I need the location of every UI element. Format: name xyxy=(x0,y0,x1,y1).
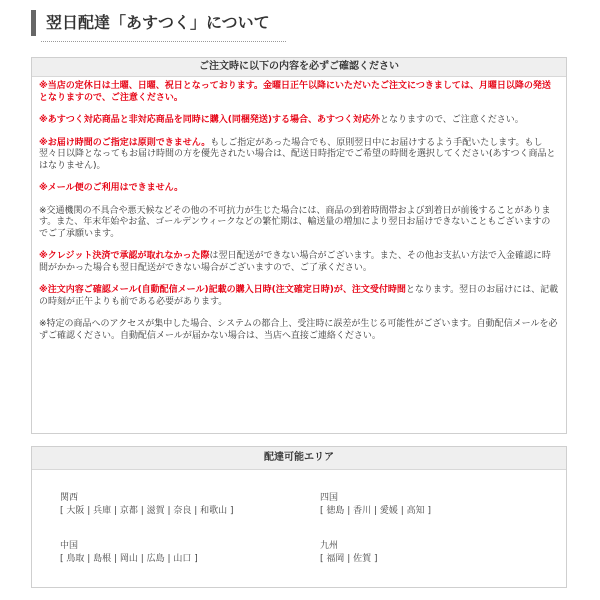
page-title: 翌日配達「あすつく」について xyxy=(31,10,291,36)
region-kansai xyxy=(60,492,234,518)
notice-box xyxy=(31,57,567,434)
region-name: 四国 xyxy=(320,493,339,503)
notice-delivery-time xyxy=(39,138,559,173)
notice-header: ご注文時に以下の内容を必ずご確認ください xyxy=(32,58,566,77)
region-chugoku xyxy=(60,540,198,566)
notice-mail-delivery: ※メール便のご利用はできません。 xyxy=(39,183,184,193)
notice-holiday: ※当店の定休日は土曜、日曜、祝日となっております。金曜日正午以降にいただいたご注文につきましては、月曜日以降の発送となりますので、ご注意ください。 xyxy=(39,81,551,103)
delivery-area-box xyxy=(31,446,567,588)
region-prefectures: [ 鳥取 | 島根 | 岡山 | 広島 | 山口 ] xyxy=(60,554,198,564)
notice-credit-card-strong: ※クレジット決済で承認が取れなかった際 xyxy=(39,251,210,261)
region-prefectures: [ 徳島 | 香川 | 愛媛 | 高知 ] xyxy=(320,506,432,516)
region-prefectures: [ 大阪 | 兵庫 | 京都 | 滋賀 | 奈良 | 和歌山 ] xyxy=(60,506,234,516)
notice-order-time xyxy=(39,285,559,308)
notice-order-time-strong: ※注文内容ご確認メール(自動配信メール)記載の購入日時(注文確定日時)が、注文受付時間 xyxy=(39,285,406,295)
notice-mixed-order-text: となりますので、ご注意ください。 xyxy=(379,115,524,125)
page-header xyxy=(31,10,291,42)
notice-delivery-time-strong: ※お届け時間のご指定は原則できません。 xyxy=(39,137,211,148)
notice-force-majeure: ※交通機関の不具合や悪天候などその他の不可抗力が生じた場合には、商品の到着時間帯および到着日が前後することがあります。また、年末年始やお盆、ゴールデンウィークなどの繁忙期は、輸送量の増加により翌日お届けできないこともございますのでご了承願います。 xyxy=(39,205,551,239)
notice-order-time-text: となります。翌日のお届けには、記載の時刻が正午よりも前である必要があります。 xyxy=(39,285,559,307)
region-name: 関西 xyxy=(60,493,79,503)
notice-delivery-time-text: もしご指定があった場合でも、原則翌日中にお届けするよう手配いたします。もし翌々日以降となってもお届け時間の方を優先されたい場合は、配送日時指定でご希望の時間を選択してください(あすつく商品とはなりません)。 xyxy=(39,137,556,171)
delivery-area-header: 配達可能エリア xyxy=(32,447,566,470)
notice-body xyxy=(32,77,566,342)
notice-system: ※特定の商品へのアクセスが集中した場合、システムの都合上、受注時に誤差が生じる可能性がございます。自動配信メールを必ずご確認ください。自動配信メールが届かない場合は、当店へ直接ご連絡ください。 xyxy=(39,319,558,341)
region-name: 九州 xyxy=(320,541,339,551)
notice-credit-card-text: は翌日配送ができない場合がございます。また、その他お支払い方法で入金確認に時間がかかった場合も翌日配送ができない場合がございますので、ご了承ください。 xyxy=(39,251,551,273)
notice-mixed-order xyxy=(39,115,559,127)
region-prefectures: [ 福岡 | 佐賀 ] xyxy=(320,554,378,564)
notice-credit-card xyxy=(39,251,559,274)
region-shikoku xyxy=(320,492,431,518)
notice-mixed-order-strong: ※あすつく対応商品と非対応商品を同時に購入(同梱発送)する場合、あすつく対応外 xyxy=(39,115,380,125)
title-divider xyxy=(41,41,286,42)
region-name: 中国 xyxy=(60,541,79,551)
region-kyushu xyxy=(320,540,378,566)
